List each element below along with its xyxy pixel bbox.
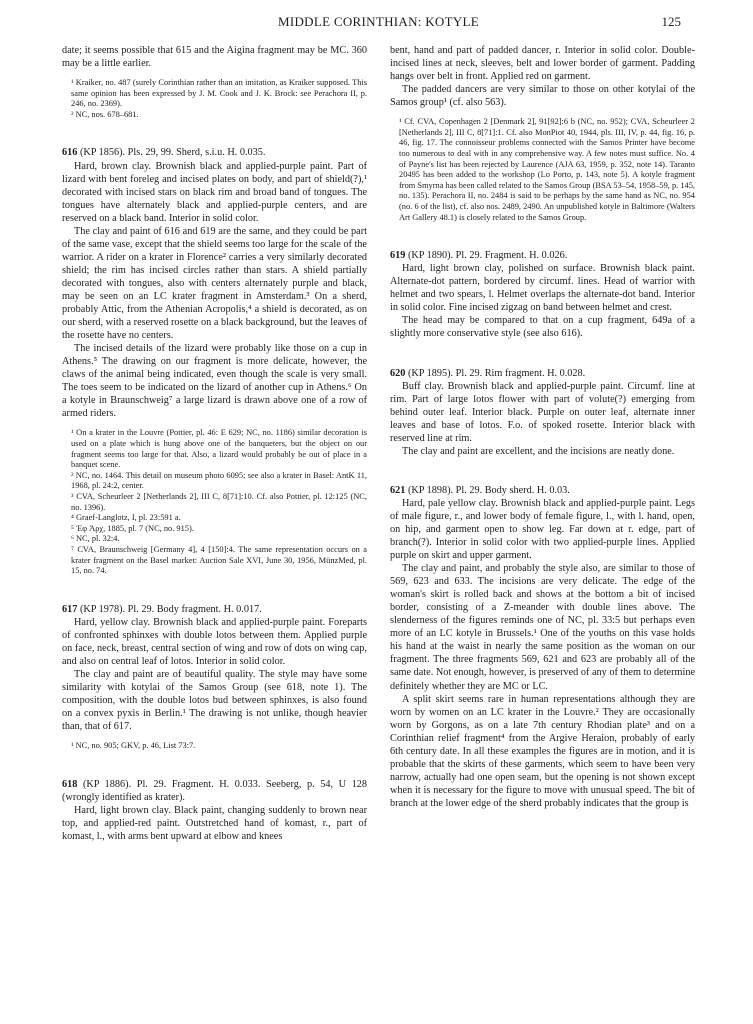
catalogue-entry-heading bbox=[62, 603, 367, 616]
footnote: ⁵ Ἐφ Ἀρχ, 1885, pl. 7 (NC, no. 915). bbox=[71, 523, 194, 533]
catalogue-entry-heading bbox=[62, 778, 367, 804]
entry-paragraph: Hard, pale yellow clay. Brownish black and applied-purple paint. Legs of male figure, r., and lower body of female figure, l., with l. hand, open, on hip, and garment open to show leg. Far down at r. edge, part of branch(?). Interior in solid color with two applied-purple lines. Applied purple on skirt and upper garment. bbox=[390, 497, 695, 562]
footnote: ² NC, nos. 678–681. bbox=[71, 109, 139, 119]
footnote: ⁶ NC, pl. 32:4. bbox=[71, 534, 120, 544]
footnote: ¹ Kraiker, no. 487 (surely Corinthian rather than an imitation, as Kraiker supposed. This same opinion has been expressed by J. M. Cook and J. K. Brock: see Perachora II, p. 246, no. 2369). bbox=[71, 78, 367, 109]
entry-paragraph: The head may be compared to that on a cup fragment, 649a of a slightly more conservative style (see also 616). bbox=[390, 315, 695, 340]
intro-paragraph: date; it seems possible that 615 and the Aigina fragment may be MC. 360 may be a little earlier. bbox=[62, 45, 367, 70]
right-column bbox=[390, 44, 695, 810]
entry-descriptor: (KP 1898). Pl. 29. Body sherd. H. 0.03. bbox=[407, 484, 570, 496]
footnote: ¹ On a krater in the Louvre (Pottier, pl. 46: E 629; NC, no. 1186) similar decoration is used on a plate which is hung above one of the banqueters, but the object on our fragment seems too large for that. Also, a lizard would probably be out of place in a banquet scene. bbox=[71, 428, 367, 470]
entry-paragraph: The incised details of the lizard were probably like those on a cup in Athens.⁵ The drawing on our fragment is more delicate, however, the claws of the animal being indicated, even though the scale is very small. The toes seem to be indicated on the lizard of another cup in Athens.⁶ On a kotyle in Braunschweig⁷ a large lizard is drawn above one of a row of armed riders. bbox=[62, 343, 367, 420]
entry-paragraph: Buff clay. Brownish black and applied-purple paint. Circumf. line at rim. Part of large lotos flower with part of volute(?) emerging from behind outer leaf. Interior black. Purple on outer leaf, alternate inner leaves and base of lotos. F.o. of spoked rosette. Interior black with reserved line at rim. bbox=[390, 380, 695, 444]
catalogue-number: 616 bbox=[62, 147, 78, 159]
entry-descriptor: (KP 1978). Pl. 29. Body fragment. H. 0.017. bbox=[79, 603, 262, 615]
catalogue-entry-heading bbox=[390, 249, 695, 262]
running-header bbox=[0, 14, 753, 34]
footnote: ² NC, no. 1464. This detail on museum photo 6095; see also a krater in Basel: AntK 11, 1968, pl. 24:2, center. bbox=[71, 470, 367, 491]
footnote: ¹ Cf. CVA, Copenhagen 2 [Denmark 2], 91[92]:6 b (NC, no. 952); CVA, Scheurleer 2 [Netherlands 2], III C, 8[71]:1. Cf. also MonPiot 40, 1944, pls. III, IV, p. 44, fig. 16, p. 46, fig. 17. The connoisseur problems connected with the Samos Printer have become too numerous to deal with in any comprehensive way. A few notes must suffice. No. 4 of Payne's list has been rejected by Laurence (AJA 63, 1959, p. 352, note 14). Taranto 20495 has been added to the workshop (Lo Porto, p. 143, note 5). A kotyle fragment from Smyrna has been called related to the Samos Group (BSA 53–54, 1958–59, p. 145, no. 135). Perachora II, no. 2484 is said to be perhaps by the same hand as NC, no. 954 (no. 6 of the list), cf. also nos. 2489, 2490. An unpublished kotyle in Baltimore (Walters Art Gallery 48.1) is closely related to the Samos Group. bbox=[399, 117, 695, 222]
footnote: ³ CVA, Scheurleer 2 [Netherlands 2], III C, 8[71]:10. Cf. also Pottier, pl. 12:125 (NC, no. 1396). bbox=[71, 492, 367, 512]
entry-paragraph: Hard, yellow clay. Brownish black and applied-purple paint. Foreparts of confronted sphinxes with double lotos between them. Applied purple on face, neck, breast, central section of wing and row of dots on wing cap, and also on central leaf of lotos. Interior in solid color. bbox=[62, 616, 367, 667]
page-title: MIDDLE CORINTHIAN: KOTYLE bbox=[278, 14, 480, 29]
entry-descriptor: (KP 1895). Pl. 29. Rim fragment. H. 0.028. bbox=[407, 367, 586, 379]
catalogue-number: 619 bbox=[390, 250, 406, 262]
entry-descriptor: (KP 1856). Pls. 29, 99. Sherd, s.i.u. H. 0.035. bbox=[79, 147, 266, 159]
continued-paragraph: bent, hand and part of padded dancer, r. Interior in solid color. Double-incised lines at neck, sleeves, belt and lower border of garment. Padding hangs over belt in front. Applied red on garment. bbox=[390, 45, 695, 83]
entry-paragraph: The clay and paint of 616 and 619 are the same, and they could be part of the same vase, except that the shield seems too large for the scale of the warrior. A rider on a krater in Florence² carries a very similarly decorated shield; the rim has incised circles rather than stars. A shield partially decorated with tongues, also with centers alternately purple and black, may be seen on an LC krater fragment in Amsterdam.³ On a sherd, probably Attic, from the Athenian Acropolis,⁴ a shield is decorated, as on our sherd, with a reserved rosette on a black background, but the leaves of the rosette have no centers. bbox=[62, 225, 367, 342]
entry-paragraph: The padded dancers are very similar to those on other kotylai of the Samos group¹ (cf. also 563). bbox=[390, 84, 695, 109]
footnote: ⁷ CVA, Braunschweig [Germany 4], 4 [150]:4. The same representation occurs on a krater fragment on the Basel market: Auction Sale XVI, June 30, 1956, MünzMed, pl. 15, no. 74. bbox=[71, 544, 367, 576]
catalogue-entry-heading bbox=[62, 146, 367, 159]
entry-paragraph: The clay and paint are of beautiful quality. The style may have some similarity with kotylai of the Samos Group (see 618, note 1). The composition, with the double lotos bud between sphinxes, is also found on a convex pyxis in Berlin.¹ The drawing is not unlike, though heavier than, that of 617. bbox=[62, 669, 367, 733]
catalogue-entry-heading bbox=[390, 367, 695, 380]
entry-paragraph: The clay and paint, and probably the style also, are similar to those of 569, 623 and 633. The incisions are very delicate. The edge of the woman's skirt is rolled back and shows at the bottom a bit of incised border, consisting of a Z-meander with double lines above. The slenderness of the figures reminds one of NC, pl. 33:5 but perhaps even more of an LC kotyle in Brussels.¹ One of the youths on this vase holds his hand at the waist in nearly the same position as the woman on our fragment. The three fragments 569, 621 and 623 are probably all of the same date. Not enough, however, is preserved of any of them to determine definitely whether they are MC or LC. bbox=[390, 563, 695, 692]
entry-paragraph: Hard, light brown clay. Black paint, changing suddenly to brown near top, and applied-red paint. Outstretched hand of komast, r., part of komast, l., with arms bent upward at elbow and knees bbox=[62, 804, 367, 843]
catalogue-number: 618 bbox=[62, 778, 78, 790]
catalogue-number: 620 bbox=[390, 367, 406, 379]
catalogue-number: 621 bbox=[390, 484, 406, 496]
left-column bbox=[62, 44, 367, 843]
entry-paragraph: Hard, brown clay. Brownish black and applied-purple paint. Part of lizard with bent foreleg and incised plates on body, and part of shield(?),¹ decorated with incised stars on black rim and broad band of tongues. The tongues have alternately black and applied-purple centers, and are reserved on a black band. Interior in solid color. bbox=[62, 160, 367, 224]
catalogue-number: 617 bbox=[62, 603, 78, 615]
entry-paragraph: A split skirt seems rare in human representations although they are worn by women on an LC krater in the Louvre.² They are occasionally worn by Gorgons, as on a late 7th century Rhodian plate³ and on a Corinthian relief fragment⁴ from the Argive Heraion, probably of early 6th century date. In all these examples the figures are in motion, and it is probable that the skirts of these garments, which seem to have been very narrow, actually had one open seam, but the opening is not shown except when it is necessary for the figure to move with unusual speed. The bit of branch at the lower edge of the sherd probably indicates that the group is bbox=[390, 693, 695, 809]
catalogue-entry-heading bbox=[390, 484, 695, 497]
page-number: 125 bbox=[661, 14, 681, 29]
entry-descriptor: (KP 1886). Pl. 29. Fragment. H. 0.033. Seeberg, p. 54, U 128 (wrongly identified as krater). bbox=[62, 778, 368, 803]
footnote: ⁴ Graef-Langlotz, I, pl. 23:591 a. bbox=[71, 513, 181, 523]
entry-paragraph: Hard, light brown clay, polished on surface. Brownish black paint. Alternate-dot pattern, bordered by circumf. lines. Head of warrior with helmet and two spears, l. Helmet overlaps the alternate-dot band. Interior in solid color. Fine incised zigzag on band between helmet and crest. bbox=[390, 263, 695, 314]
footnote: ¹ NC, no. 905; GKV, p. 46, List 73:7. bbox=[71, 741, 196, 751]
entry-paragraph: The clay and paint are excellent, and the incisions are neatly done. bbox=[402, 445, 675, 457]
entry-descriptor: (KP 1890). Pl. 29. Fragment. H. 0.026. bbox=[407, 250, 568, 262]
